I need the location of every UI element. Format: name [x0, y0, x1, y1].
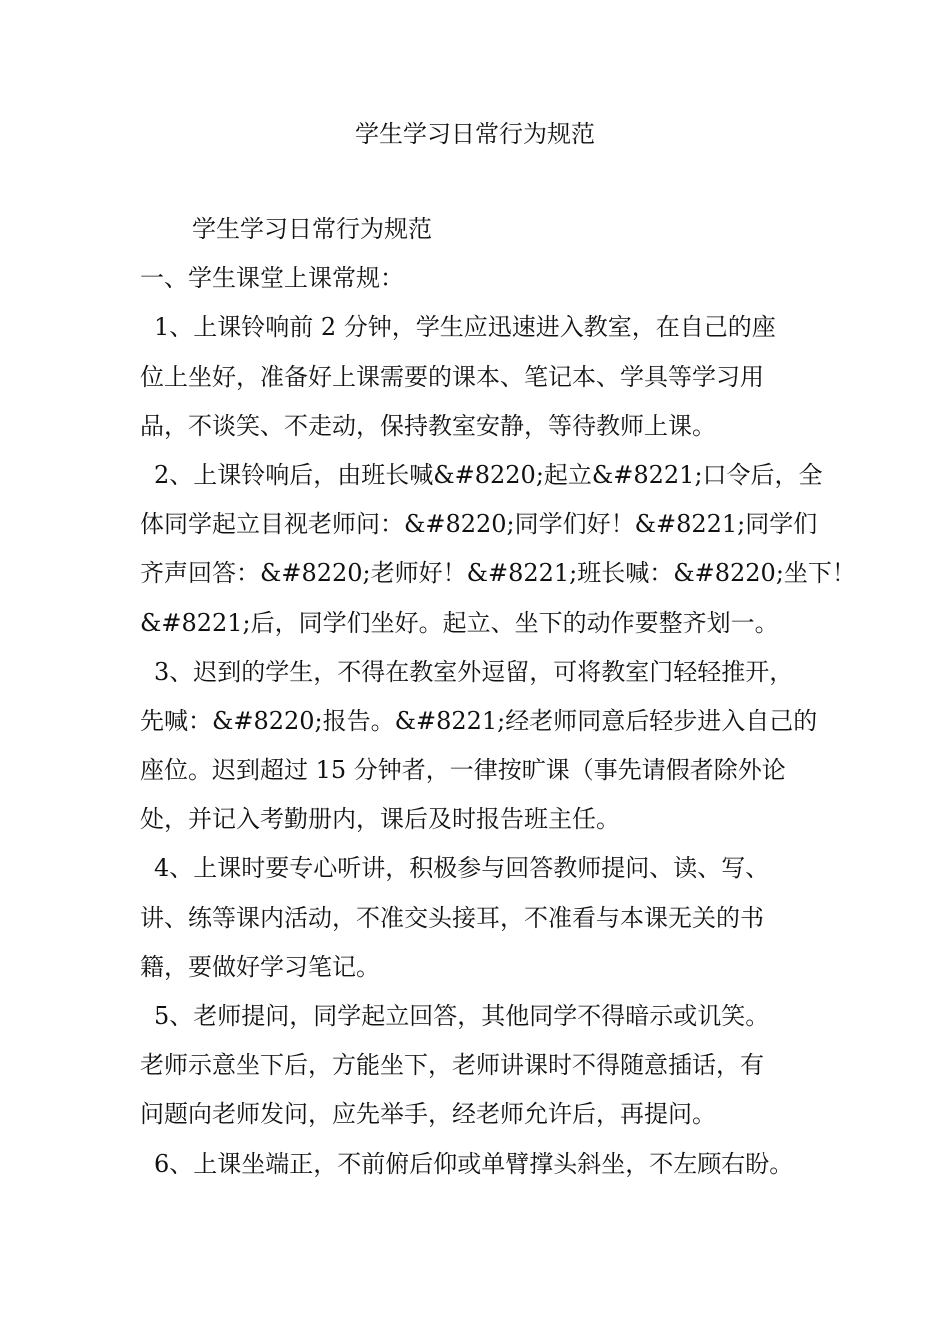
- document-subtitle: 学生学习日常行为规范: [192, 215, 432, 243]
- paragraph-line: 处，并记入考勤册内，课后及时报告班主任。: [140, 805, 620, 834]
- paragraph-line: 籍，要做好学习笔记。: [140, 952, 380, 981]
- document-body: [140, 205, 856, 1189]
- section-heading: 一、学生课堂上课常规：: [140, 264, 404, 293]
- paragraph-line: 品，不谈笑、不走动，保持教室安静，等待教师上课。: [140, 411, 716, 440]
- paragraph-line: 座位。迟到超过 15 分钟者，一律按旷课（事先请假者除外论: [140, 756, 786, 785]
- paragraph-line: 3、迟到的学生，不得在教室外逗留，可将教室门轻轻推开，: [154, 657, 794, 686]
- paragraph-line: 老师示意坐下后，方能坐下，老师讲课时不得随意插话，有: [140, 1051, 764, 1080]
- rule-item-4: [140, 844, 830, 992]
- paragraph-line: 位上坐好，准备好上课需要的课本、笔记本、学具等学习用: [140, 362, 764, 391]
- rule-item-1: [140, 303, 830, 451]
- rule-item-2: [140, 451, 856, 648]
- paragraph-line: 6、上课坐端正，不前俯后仰或单臂撑头斜坐，不左顾右盼。: [154, 1149, 794, 1178]
- paragraph-line: 体同学起立目视老师问：&#8220;同学们好！&#8221;同学们: [140, 510, 818, 539]
- paragraph-line: 先喊：&#8220;报告。&#8221;经老师同意后轻步进入自己的: [140, 706, 818, 735]
- paragraph-line: 2、上课铃响后，由班长喊&#8220;起立&#8221;口令后，全: [154, 460, 823, 489]
- rule-item-5: [140, 992, 830, 1140]
- rule-item-3: [140, 648, 830, 845]
- paragraph-line: 5、老师提问，同学起立回答，其他同学不得暗示或讥笑。: [154, 1002, 770, 1030]
- paragraph-line: 讲、练等课内活动，不准交头接耳，不准看与本课无关的书: [140, 903, 764, 932]
- paragraph-line: 1、上课铃响前 2 分钟，学生应迅速进入教室，在自己的座: [154, 313, 776, 342]
- paragraph-line: 问题向老师发问，应先举手，经老师允许后，再提问。: [140, 1100, 716, 1129]
- paragraph-line: 齐声回答：&#8220;老师好！&#8221;班长喊：&#8220;坐下！: [140, 559, 856, 588]
- paragraph-line: 4、上课时要专心听讲，积极参与回答教师提问、读、写、: [154, 854, 770, 883]
- paragraph-line: &#8221;后，同学们坐好。起立、坐下的动作要整齐划一。: [140, 608, 779, 637]
- document-title: 学生学习日常行为规范: [355, 120, 595, 148]
- rule-item-6: [140, 1140, 830, 1189]
